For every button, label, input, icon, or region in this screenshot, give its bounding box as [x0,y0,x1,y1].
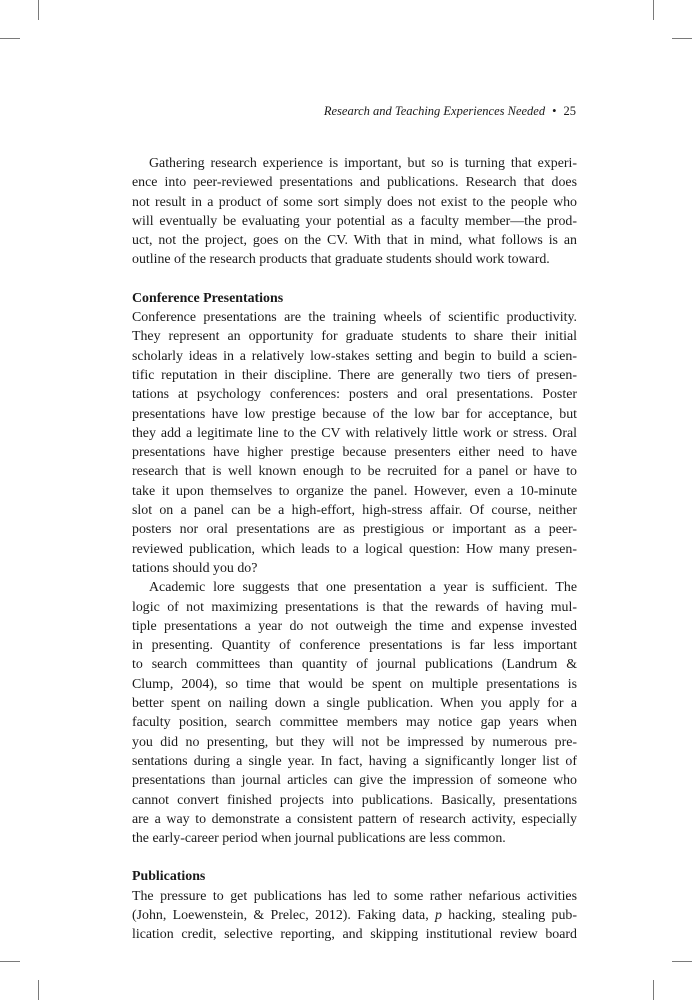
paragraph-line: to search committees than quantity of journal publications (Landrum & [132,657,577,673]
paragraph-line: tiple presentations a year do not outweigh the time and expense invested [132,618,577,634]
crop-mark-right-bottom [672,961,692,962]
crop-mark-bottom-left [38,980,39,1000]
running-head [324,104,576,119]
page-number: 25 [563,104,576,118]
paragraph-line: The pressure to get publications has led to some rather nefarious activities [132,888,577,904]
paragraph-line: Clump, 2004), so time that would be spent on multiple presentations is [132,676,577,692]
paragraph-line: will eventually be evaluating your potential as a faculty member—the prod- [132,213,577,229]
paragraph-line: Academic lore suggests that one presentation a year is sufficient. The [149,580,577,596]
paragraph-line: Conference presentations are the training wheels of scientific productivity. [132,310,577,326]
italic-p: p [435,907,442,923]
body-text [132,154,577,945]
paragraph-line: research that is well known enough to be recruited for a panel or have to [132,464,577,480]
paragraph-line: faculty position, search committee members may notice gap years when [132,715,577,731]
paragraph-line: outline of the research products that graduate students should work toward. [132,252,550,268]
paragraph-line: Gathering research experience is important, but so is turning that experi- [149,156,577,171]
crop-mark-top-left [38,0,39,20]
paragraph-line-text: hacking, stealing pub- [441,907,578,923]
section-conference-presentations [132,289,577,849]
intro-paragraph [132,154,577,270]
paragraph-line-text: (John, Loewenstein, & Prelec, 2012). Faking data, [132,907,436,923]
paragraph-line: take it upon themselves to organize the panel. However, even a 10-minute [132,483,577,499]
paragraph-line [132,906,577,925]
paragraph-line: uct, not the project, goes on the CV. With that in mind, what follows is an [132,233,577,249]
paragraph-line: They represent an opportunity for graduate students to share their initial [132,329,577,345]
paragraph-line: tations should you do? [132,560,258,576]
paragraph-line: the early-career period when journal publications are less common. [132,831,506,847]
paragraph-line: not result in a product of some sort simply does not exist to the people who [132,194,577,210]
conference-paragraph-1 [132,308,577,578]
paragraph-line: sentations during a single year. In fact, having a significantly longer list of [132,753,577,769]
paragraph-line: presentations have low prestige because of the low bar for acceptance, but [132,406,577,422]
section-heading: Conference Presentations [132,290,284,306]
crop-mark-left-top [0,38,20,39]
paragraph-line: scholarly ideas in a relatively low-stakes setting and begin to build a scien- [132,348,577,364]
crop-mark-bottom-right [653,980,654,1000]
conference-paragraph-2 [132,578,577,848]
running-head-bullet: • [552,104,557,118]
paragraph-line: cannot convert finished projects into publications. Basically, presentations [132,792,577,808]
running-head-title: Research and Teaching Experiences Needed [323,104,546,118]
crop-mark-left-bottom [0,961,20,962]
paragraph-line: tific reputation in their discipline. There are generally two tiers of presen- [132,367,577,383]
section-publications [132,867,577,944]
paragraph-line: you did no presenting, but they will not be impressed by numerous pre- [132,734,577,750]
crop-mark-top-right [653,0,654,20]
paragraph-line: posters nor oral presentations are as prestigious or important as a peer- [132,522,577,538]
paragraph-line: in presenting. Quantity of conference presentations is far less important [132,638,577,654]
paragraph-line: lication credit, selective reporting, and skipping institutional review board [132,927,577,943]
paragraph-line: presentations have higher prestige because presenters either need to have [132,445,577,461]
section-heading: Publications [132,869,206,885]
paragraph-line: better spent on nailing down a single publication. When you apply for a [132,696,577,712]
paragraph-line: presentations than journal articles can give the impression of someone who [132,773,577,789]
paragraph-line: logic of not maximizing presentations is that the rewards of having mul- [132,599,577,615]
crop-mark-right-top [672,38,692,39]
paragraph-line: are a way to demonstrate a consistent pattern of research activity, especially [132,811,577,827]
paragraph-line: reviewed publication, which leads to a logical question: How many presen- [132,541,577,557]
paragraph-line: they add a legitimate line to the CV with relatively little work or stress. Oral [132,425,577,441]
paragraph-line: ence into peer-reviewed presentations and publications. Research that does [132,175,577,191]
paragraph-line: tations at psychology conferences: posters and oral presentations. Poster [132,387,577,403]
paragraph-line: slot on a panel can be a high-effort, high-stress affair. Of course, neither [132,503,577,519]
